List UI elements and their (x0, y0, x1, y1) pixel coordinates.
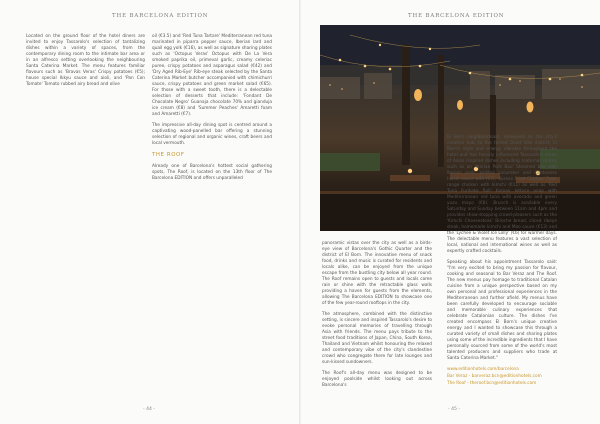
running-head-right: THE BARCELONA EDITION (408, 13, 505, 19)
paragraph: El Born neighbourhood, renowned as the city's creative hub, to the famed Quiet Ville district, El Born's style and energy vibrates throughout the hotel and has heavily influenced Tassarolo's menu of Asian inspired dishes including maternal snacks such as an 'Iberian Pork Bao' Steamed bao with Iberian pork, pickled cucumber and Cantonese hoisin sauce with (€7), 'Korean Fried Chicken' Free-range chicken with kimchi (€11) as well as 'Red Tuna Furikake Roll' Korean lettuce wrap with Mediterranean red tuna with avocado and green yuzu mayo (€8). Brunch is available every Saturday and Sunday between 11am and 4pm and provides show-stopping crowd-pleasers such as the 'Kimchi Cheesesteak' Brioche bread, sliced ribeye steak, homemade kimchi and Mao sauce (€13) and the 'Lychee & Violet Ice Lolly' (€6) for warmer days. The delectable menu features a vast selection of local, national and international wines as well as expertly crafted cocktails. (447, 135, 557, 254)
text-column-3 (322, 241, 432, 394)
text-column-4 (447, 135, 557, 388)
paragraph: The atmosphere, combined with the distinctive setting, is sincere and inspired Tassarolo's desire to evoke personal memories of travelling through Asia with friends. The menu pays tribute to the street food traditions of Japan, China, South Korea, Thailand and Vietnam whilst honouring the relaxed and contemporary vibe of the city's clandestine crowd who congregate there for late lounges and sun-kissed sundowners. (322, 312, 432, 365)
paragraph: oil (€3.5) and 'Red Tuna Tartare' Mediterranean red tuna marinated in piparra pepper sauce, Iberian lard and quail egg yolk (€16), as well as signature sharing plates such as 'Octopus Veras' Octopus with De La Vera smoked paprika oil, primeval garlic, creamy celeriac puree, crispy potatoes and asparagus salad (€42) and 'Dry Aged Rib-Eye' Rib-eye steak selected by the Santa Caterina Market butcher accompanied with chimichurri sauce, crispy potatoes and green market salad (€65). For those with a sweet tooth, there is a delectable selection of desserts that include: 'Fondant De Chocolate Negro' Guanaja chocolate 70% and gianduja ice cream (€8) and 'Summer Peaches' Amaretti foam and Amaretti (€7). (152, 34, 272, 117)
paragraph: The Roof's all-day menu was designed to be enjoyed poolside whilst looking out across Barcelona's (322, 371, 432, 388)
section-heading-the-roof: THE ROOF (152, 152, 185, 158)
website-link[interactable]: www.editionhotels.com/barcelona (447, 367, 519, 372)
text-column-2 (152, 34, 272, 187)
text-column-1 (26, 34, 145, 93)
running-head-left: THE BARCELONA EDITION (112, 13, 209, 19)
page-gutter (299, 0, 301, 424)
paragraph: Speaking about his appointment Tassarolo said: "I'm very excited to bring my passion for flavour, cooking and seasonal to Bar Veraz and The Roof. The new menus pay homage to traditional Catalan cuisine from a unique perspective based on my own personal and professional experiences in the Mediterranean and further afield. My menus have been carefully developed to encourage sociable and memorable culinary experiences that celebrate Catalonian culture. The dishes I've created encompass El Born's unique creative energy and I wanted to showcase this through a curated variety of small dishes and sharing plates using some of the incredible ingredients that I have personally sourced from some of the world's most talented producers and suppliers who trade at Santa Caterina Market." (447, 260, 557, 361)
page-number-right: - 45 - (448, 407, 461, 412)
paragraph: Already one of Barcelona's hottest social gathering spots, The Roof, is located on the 13th floor of The Barcelona EDITION and offers unparalleled (152, 164, 272, 181)
bar-veraz-email-link[interactable]: Bar Veraz - barveraz.bcn@editionhotels.com (447, 374, 542, 379)
paragraph: Located on the ground floor of the hotel diners are invited to enjoy Tassarolo's selection of tantalizing dishes within a variety of spaces, from the contemporary dining room to the intimate bar area or in an alfresco setting overlooking the neighbouring Santa Caterina Market. The menu features familiar flavours such as 'Bravas Veras' Crispy potatoes (€5); house special Ikkyu sauce and aioli, and 'Pan Con Tomate' Tomato rubbed airy bread and olive (26, 34, 145, 87)
the-roof-email-link[interactable]: The Roof - theroof.bcn@editionhotels.com (447, 381, 537, 386)
paragraph: The impressive all-day dining spot is centred around a captivating wood-panelled bar offering a stunning selection of regional and organic wines, craft beers and local vermouth. (152, 123, 272, 146)
page-number-left: - 44 - (143, 407, 156, 412)
paragraph: panoramic vistas over the city as well as a birds-eye view of Barcelona's Gothic Quarter and the district of El Born. The innovative menu of snack food, drinks and music is curated for residents and locals alike, can be enjoyed from the unique escape from the bustling city below all year round. The Roof remains open to guests and locals come rain or shine with the retractable glass walls providing a haven for guests from the elements, allowing The Barcelona EDITION to showcase one of the few year-round rooftops in the city. (322, 241, 432, 306)
